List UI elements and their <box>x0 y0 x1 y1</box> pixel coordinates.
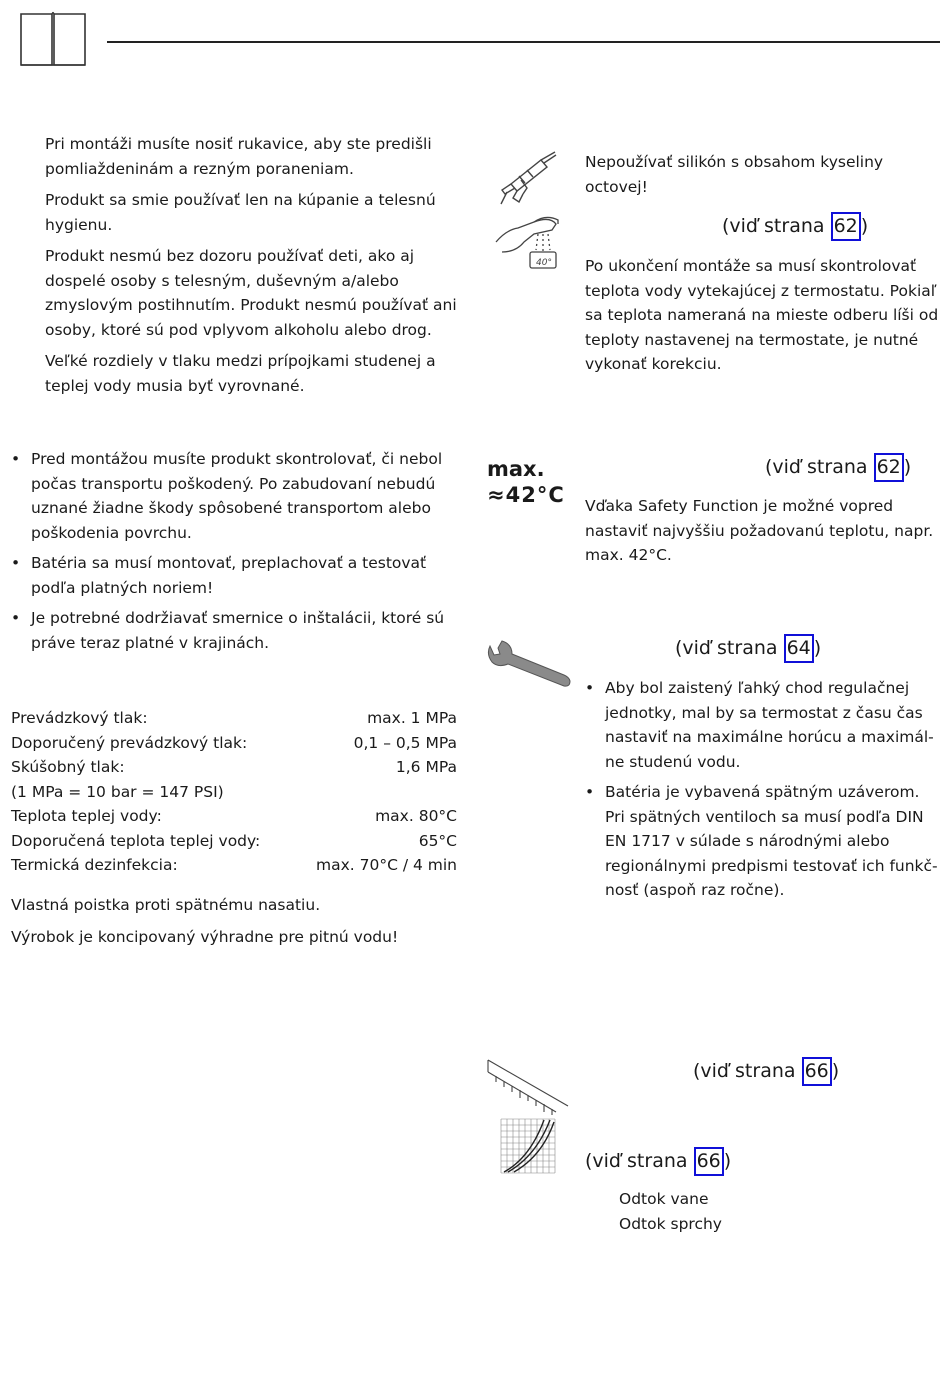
page-reference-suffix: ) <box>831 1060 840 1082</box>
page-reference-link[interactable]: 62 <box>831 212 861 241</box>
dimension-ruler-icon <box>486 1058 570 1116</box>
wrench-icon <box>486 640 572 690</box>
installation-section <box>11 447 457 661</box>
temperature-label: ≈42°C <box>487 483 565 507</box>
spec-value: max. 1 MPa <box>367 709 457 727</box>
page-reference <box>765 453 911 482</box>
safety-paragraph: Pri montáži musíte nosiť rukavice, aby ste predišli pomliaždeninám a rezným poraneniam. <box>45 135 432 178</box>
spec-note-backflow: Vlastná poistka proti spätnému nasatiu. <box>11 896 321 914</box>
maintenance-bullet: • Aby bol zaistený ľahký chod regulačnej jednotky, mal by sa termostat z času čas nastaviť na maximálne horúcu a maximál-ne studenú vodu. <box>585 676 943 774</box>
spec-row <box>11 804 457 829</box>
spec-row <box>11 755 457 780</box>
maintenance-section <box>585 676 943 909</box>
installation-bullet: • Pred montážou musíte produkt skontrolovať, či nebol počas transportu poškodený. Po zabudovaní nebudú uznané žiadne škody spôsobené transportom alebo poškodenia povrchu. <box>11 447 457 545</box>
specs-table <box>11 706 457 878</box>
page-reference <box>585 1147 731 1176</box>
page-reference-suffix: ) <box>903 456 912 478</box>
installation-bullet: • Je potrebné dodržiavať smernice o inštalácii, ktoré sú práve teraz platné v krajinách. <box>11 606 457 655</box>
spec-value: max. 70°C / 4 min <box>315 856 457 874</box>
safety-paragraph: Produkt sa smie používať len na kúpanie a telesnú hygienu. <box>45 191 436 234</box>
spec-label: Doporučený prevádzkový tlak: <box>11 733 248 752</box>
spec-label: Teplota teplej vody: <box>11 807 162 825</box>
page-reference-suffix: ) <box>723 1150 732 1172</box>
spec-label: Prevádzkový tlak: <box>11 709 148 727</box>
page-reference <box>722 212 868 241</box>
book-icon <box>18 10 88 68</box>
safety-function-text: Vďaka Safety Function je možné vopred nastaviť najvyššiu požadovanú teplotu, napr. max. 42°C. <box>585 497 934 564</box>
spec-row <box>11 706 457 731</box>
diagram-line-shower-outlet: Odtok sprchy <box>619 1215 722 1233</box>
spec-label: Termická dezinfekcia: <box>11 856 178 874</box>
thermometer-reading: 40° <box>536 258 552 268</box>
safety-paragraph: Veľké rozdiely v tlaku medzi prípojkami studenej a teplej vody musia byť vyrovnané. <box>45 352 436 395</box>
spec-value: 65°C <box>418 831 457 850</box>
page-reference <box>675 634 821 663</box>
page-reference-suffix: ) <box>860 215 869 237</box>
maintenance-bullet: • Batéria je vybavená spätným uzáverom. Pri spätných ventiloch sa musí podľa DIN EN 1717 v súlade s národnými alebo regionálnymi predpismi testovať ich funkč-nosť (aspoň raz ročne). <box>585 780 943 903</box>
spec-label: (1 MPa = 10 bar = 147 PSI) <box>11 782 224 801</box>
spec-row <box>11 731 457 756</box>
flow-diagram-icon <box>500 1118 556 1174</box>
spec-label: Doporučená teplota teplej vody: <box>11 831 261 850</box>
silicone-gun-icon <box>497 150 559 206</box>
safety-paragraph: Produkt nesmú bez dozoru používať deti, ako aj dospelé osoby s telesným, duševným a/alebo zmyslovým postihnutím. Produkt nesmú používať ani osoby, ktoré sú pod vplyvom alkoholu alebo drog. <box>45 247 457 339</box>
adjustment-text: Po ukončení montáže sa musí skontrolovať teplota vody vytekajúcej z termostatu. Pokiaľ sa teplota nameraná na mieste odberu líši od teploty nastavenej na termostate, je nutné vykonať korekciu. <box>585 257 939 373</box>
page-reference-link[interactable]: 66 <box>802 1057 832 1086</box>
page-reference-link[interactable]: 66 <box>694 1147 724 1176</box>
silicone-warning: Nepoužívať silikón s obsahom kyseliny octovej! <box>585 153 884 196</box>
diagram-line-bath-outlet: Odtok vane <box>619 1190 709 1208</box>
spec-row <box>11 780 457 805</box>
spec-label: Skúšobný tlak: <box>11 758 125 776</box>
max-temperature-icon <box>487 456 577 508</box>
spec-note-drinking-water: Výrobok je koncipovaný výhradne pre pitnú vodu! <box>11 928 399 946</box>
spec-value: 1,6 MPa <box>395 758 457 776</box>
spec-value: max. 80°C <box>375 807 457 825</box>
page-reference-suffix: ) <box>813 637 822 659</box>
page-reference-prefix: (viď strana <box>693 1060 802 1082</box>
page-reference-link[interactable]: 64 <box>784 634 814 663</box>
spec-row <box>11 853 457 878</box>
page-reference <box>693 1057 839 1086</box>
spec-value: 0,1 – 0,5 MPa <box>353 733 457 752</box>
page-reference-prefix: (viď strana <box>722 215 831 237</box>
thermometer-hand-icon <box>494 212 562 270</box>
header-rule <box>107 41 940 43</box>
safety-section <box>45 132 457 405</box>
page-reference-prefix: (viď strana <box>585 1150 694 1172</box>
page-reference-prefix: (viď strana <box>675 637 784 659</box>
max-label: max. <box>487 457 545 481</box>
page-reference-link[interactable]: 62 <box>874 453 904 482</box>
page-reference-prefix: (viď strana <box>765 456 874 478</box>
spec-row <box>11 829 457 854</box>
installation-bullet: • Batéria sa musí montovať, preplachovať a testovať podľa platných noriem! <box>11 551 457 600</box>
